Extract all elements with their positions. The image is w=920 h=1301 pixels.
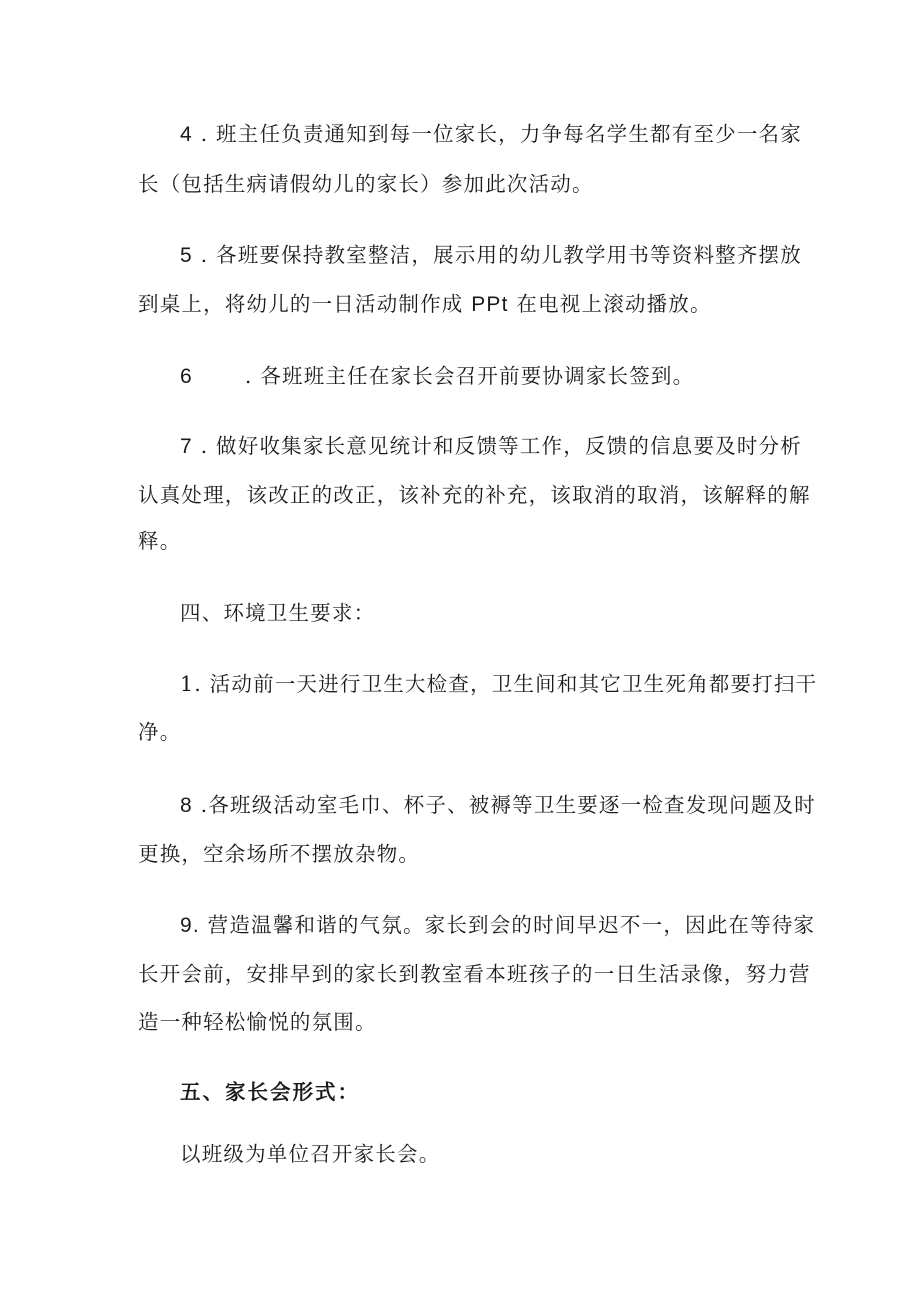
item-7-line-3: 释。 (138, 529, 182, 553)
env-item-9-line-3: 造一种轻松愉悦的氛围。 (138, 1010, 377, 1034)
item-number: 7 (180, 435, 193, 458)
env-item-1-line-2: 净。 (138, 720, 182, 744)
item-7-line-2: 认真处理，该改正的改正，该补充的补充，该取消的取消，该解释的解 (138, 483, 811, 507)
env-item-8-line-1: 8 .各班级活动室毛巾、杯子、被褥等卫生要逐一检查发现问题及时 (180, 793, 816, 817)
env-item-1-line-1: 1. 活动前一天进行卫生大检查，卫生间和其它卫生死角都要打扫干 (180, 672, 818, 696)
item-4-line-2: 长（包括生病请假幼儿的家长）参加此次活动。 (138, 172, 594, 196)
item-7-line-1: 7 . 做好收集家长意见统计和反馈等工作，反馈的信息要及时分析 (180, 434, 802, 458)
env-item-8-line-2: 更换，空余场所不摆放杂物。 (138, 842, 421, 866)
item-number: 8 (180, 794, 193, 817)
ppt-text: PPt (471, 293, 509, 316)
item-number: 4 (180, 123, 193, 146)
item-5-line-1: 5 . 各班要保持教室整洁，展示用的幼儿教学用书等资料整齐摆放 (180, 243, 802, 267)
section-heading-5: 五、家长会形式： (180, 1080, 360, 1104)
item-4-line-1: 4 . 班主任负责通知到每一位家长，力争每名学生都有至少一名家 (180, 122, 802, 146)
item-6-line-1: 6 . 各班班主任在家长会召开前要协调家长签到。 (180, 364, 695, 388)
item-5-line-2: 到桌上，将幼儿的一日活动制作成 PPt 在电视上滚动播放。 (138, 292, 712, 316)
env-item-9-line-2: 长开会前，安排早到的家长到教室看本班孩子的一日生活录像，努力营 (138, 962, 811, 986)
section-heading-4: 四、环境卫生要求： (180, 601, 376, 625)
item-number: 9. (180, 914, 200, 937)
item-number: 6 (180, 365, 193, 388)
item-number: 5 (180, 244, 193, 267)
env-item-9-line-1: 9. 营造温馨和谐的气氛。家长到会的时间早迟不一，因此在等待家 (180, 913, 816, 937)
meeting-form-text: 以班级为单位召开家长会。 (180, 1142, 441, 1166)
